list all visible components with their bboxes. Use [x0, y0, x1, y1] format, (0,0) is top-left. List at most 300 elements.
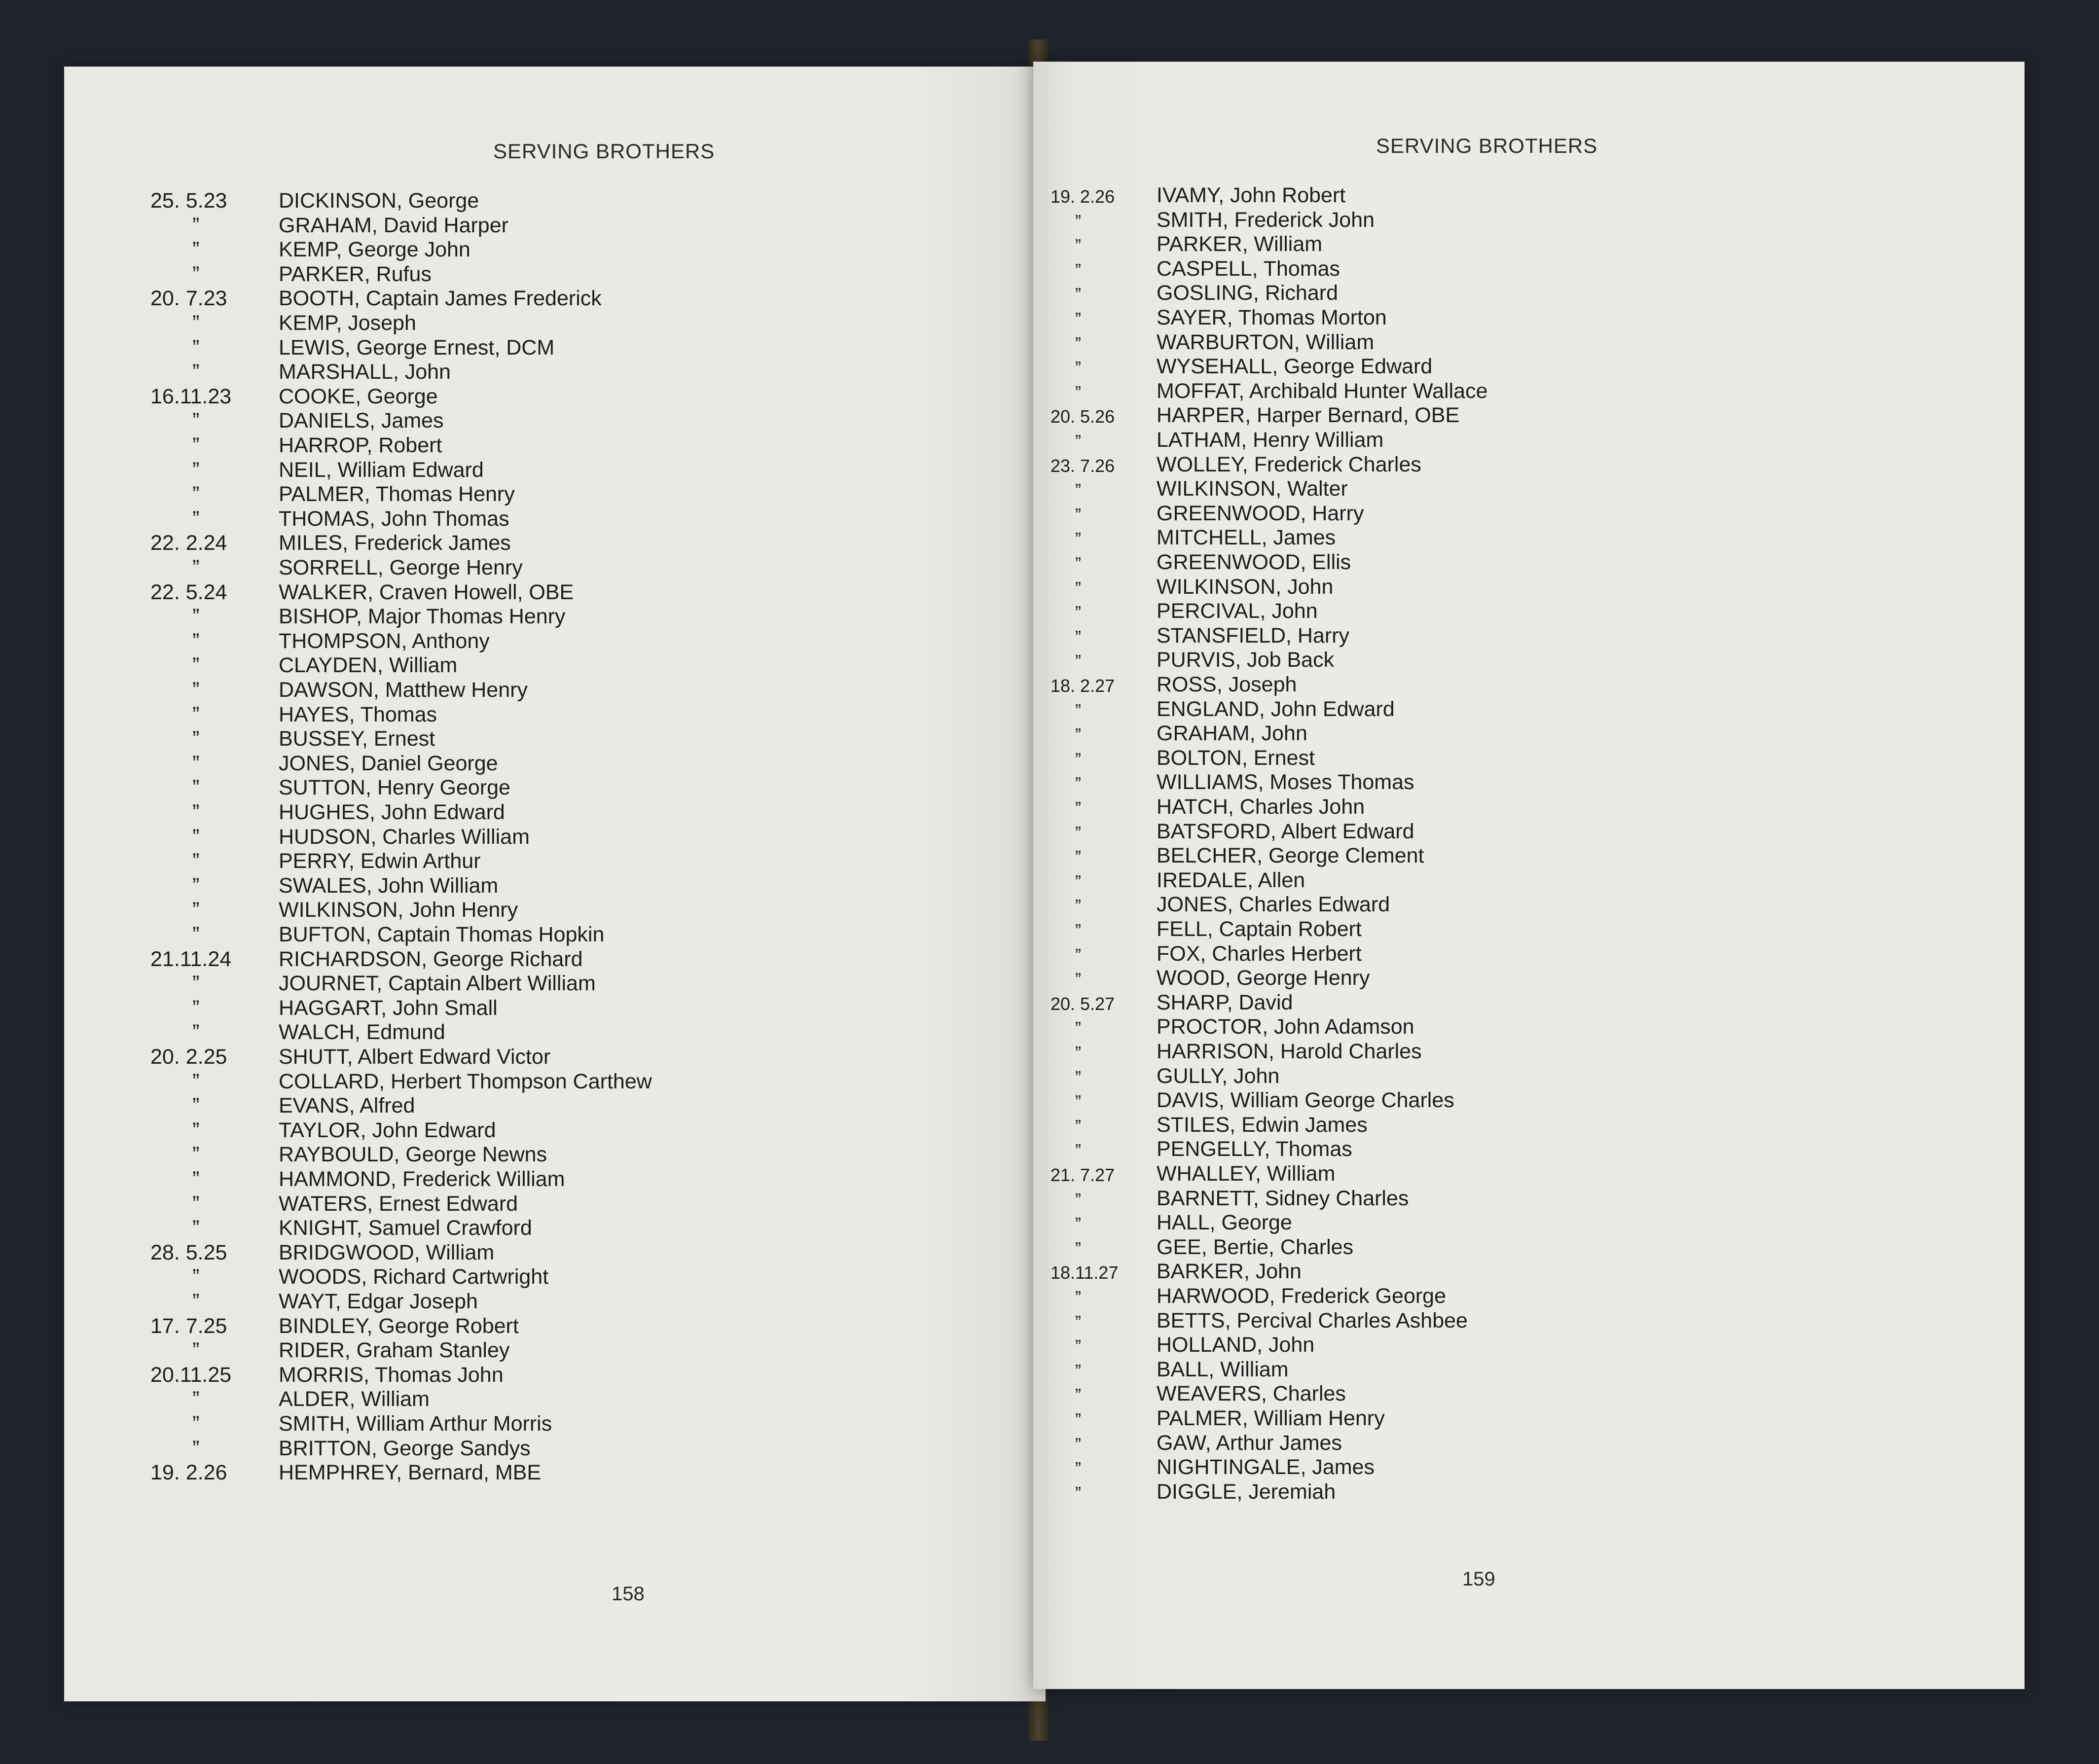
- entry-name: WARBURTON, William: [1157, 330, 1375, 354]
- entry-date: ”: [1075, 529, 1081, 549]
- entry-name: KEMP, George John: [279, 238, 470, 262]
- entry-date: ”: [192, 360, 200, 384]
- entry-date: ”: [1075, 1287, 1081, 1307]
- entry-date: 18.11.27: [1050, 1262, 1119, 1283]
- entry-row: [1050, 770, 1840, 795]
- entry-date: ”: [192, 873, 200, 898]
- entry-row: [150, 727, 940, 752]
- entry-name: GAW, Arthur James: [1157, 1431, 1342, 1455]
- entry-name: PERRY, Edwin Arthur: [279, 849, 481, 873]
- entry-row: [1050, 1260, 1840, 1284]
- entry-date: ”: [192, 1118, 200, 1142]
- entry-name: PARKER, William: [1157, 232, 1323, 256]
- entry-date: ”: [192, 213, 200, 237]
- entry-date: ”: [1075, 700, 1081, 720]
- entry-row: [1050, 673, 1840, 697]
- entry-name: SORRELL, George Henry: [279, 556, 523, 579]
- entry-date: 17. 7.25: [150, 1314, 227, 1338]
- entry-row: [1050, 502, 1840, 526]
- entry-row: [150, 262, 940, 287]
- entry-name: DIGGLE, Jeremiah: [1157, 1479, 1336, 1504]
- entry-row: [1050, 648, 1840, 673]
- entry-date: ”: [192, 433, 200, 457]
- entry-name: ROSS, Joseph: [1157, 673, 1297, 696]
- entry-row: [1050, 403, 1840, 428]
- entry-name: WAYT, Edgar Joseph: [279, 1290, 478, 1313]
- entry-name: WILKINSON, John Henry: [279, 898, 518, 922]
- right-page-number: 159: [1462, 1568, 1495, 1590]
- entry-name: HEMPHREY, Bernard, MBE: [279, 1461, 542, 1485]
- entry-date: ”: [1075, 724, 1081, 745]
- entry-row: [150, 703, 940, 727]
- entry-row: [1050, 917, 1840, 942]
- entry-row: [1050, 379, 1840, 404]
- entry-name: WATERS, Ernest Edward: [279, 1191, 518, 1216]
- entry-date: ”: [1075, 871, 1081, 892]
- entry-row: [1050, 1113, 1840, 1138]
- entry-date: ”: [192, 1143, 200, 1167]
- entry-row: [1050, 575, 1840, 600]
- entry-row: [1050, 1235, 1840, 1260]
- entry-row: [150, 1338, 940, 1363]
- entry-name: WALKER, Craven Howell, OBE: [279, 580, 574, 604]
- entry-name: PALMER, William Henry: [1157, 1406, 1385, 1430]
- entry-date: ”: [192, 629, 200, 653]
- entry-date: ”: [192, 238, 200, 262]
- entry-row: [1050, 428, 1840, 453]
- entry-row: [1050, 991, 1840, 1015]
- entry-name: HOLLAND, John: [1157, 1333, 1315, 1357]
- entry-name: BRITTON, George Sandys: [279, 1436, 531, 1460]
- entry-name: BOOTH, Captain James Frederick: [279, 287, 602, 311]
- entry-date: ”: [1075, 1091, 1081, 1112]
- entry-name: WILKINSON, Walter: [1157, 477, 1348, 501]
- entry-name: EVANS, Alfred: [279, 1094, 415, 1118]
- entry-row: [1050, 697, 1840, 722]
- entry-name: WALCH, Edmund: [279, 1020, 445, 1044]
- entry-date: ”: [1075, 626, 1081, 647]
- entry-name: FELL, Captain Robert: [1157, 917, 1362, 941]
- entry-name: DICKINSON, George: [279, 189, 479, 213]
- entry-row: [1050, 942, 1840, 967]
- entry-date: ”: [1075, 431, 1081, 451]
- entry-row: [150, 874, 940, 899]
- entry-row: [1050, 257, 1840, 282]
- entry-date: ”: [192, 482, 200, 506]
- entry-name: JOURNET, Captain Albert William: [279, 972, 596, 996]
- entry-date: ”: [192, 898, 200, 922]
- entry-row: [1050, 746, 1840, 771]
- entry-row: [1050, 1187, 1840, 1211]
- entry-row: [150, 629, 940, 654]
- entry-date: 20.11.25: [150, 1363, 232, 1387]
- entry-name: BATSFORD, Albert Edward: [1157, 819, 1414, 843]
- entry-date: ”: [192, 825, 200, 849]
- entry-row: [1050, 208, 1840, 233]
- entry-row: [150, 580, 940, 605]
- entry-date: ”: [1075, 333, 1081, 354]
- entry-row: [150, 507, 940, 532]
- entry-name: SMITH, William Arthur Morris: [279, 1412, 552, 1436]
- entry-date: ”: [1075, 1385, 1081, 1405]
- entry-row: [1050, 820, 1840, 844]
- entry-date: ”: [192, 1020, 200, 1044]
- entry-row: [1050, 1162, 1840, 1187]
- left-page-title: SERVING BROTHERS: [493, 140, 715, 163]
- entry-date: ”: [192, 800, 200, 824]
- entry-name: BRIDGWOOD, William: [279, 1240, 495, 1264]
- entry-date: ”: [1075, 651, 1081, 672]
- entry-date: ”: [192, 653, 200, 678]
- entry-row: [1050, 477, 1840, 502]
- entry-name: WEAVERS, Charles: [1157, 1382, 1346, 1406]
- entry-date: ”: [1075, 1360, 1081, 1381]
- entry-row: [150, 605, 940, 629]
- entry-row: [1050, 721, 1840, 746]
- entry-date: ”: [1075, 969, 1081, 990]
- entry-name: PALMER, Thomas Henry: [279, 482, 515, 506]
- entry-date: ”: [1075, 1043, 1081, 1063]
- entry-name: KNIGHT, Samuel Crawford: [279, 1216, 532, 1240]
- entry-row: [150, 653, 940, 678]
- entry-date: ”: [1075, 1238, 1081, 1259]
- entry-name: GRAHAM, David Harper: [279, 213, 508, 237]
- entry-name: GREENWOOD, Ellis: [1157, 550, 1351, 574]
- entry-date: 16.11.23: [150, 384, 232, 408]
- entry-row: [150, 1314, 940, 1339]
- entry-date: ”: [192, 506, 200, 531]
- entry-row: [1050, 1015, 1840, 1040]
- entry-row: [1050, 1040, 1840, 1064]
- entry-name: BARNETT, Sidney Charles: [1157, 1186, 1409, 1210]
- entry-row: [150, 360, 940, 385]
- entry-row: [1050, 1284, 1840, 1309]
- entry-name: GREENWOOD, Harry: [1157, 501, 1364, 525]
- entry-name: STILES, Edwin James: [1157, 1113, 1368, 1137]
- entry-row: [1050, 355, 1840, 379]
- entry-row: [1050, 1480, 1840, 1505]
- entry-date: ”: [192, 751, 200, 775]
- entry-name: HAGGART, John Small: [279, 996, 498, 1020]
- entry-name: MARSHALL, John: [279, 360, 451, 384]
- entry-date: ”: [1075, 284, 1081, 305]
- entry-date: ”: [192, 1265, 200, 1289]
- entry-date: 22. 5.24: [150, 580, 227, 604]
- entry-row: [150, 1094, 940, 1118]
- entry-row: [150, 825, 940, 850]
- entry-name: RIDER, Graham Stanley: [279, 1338, 510, 1363]
- entry-row: [150, 1363, 940, 1388]
- entry-date: ”: [1075, 553, 1081, 574]
- entry-name: IREDALE, Allen: [1157, 868, 1305, 892]
- entry-date: ”: [192, 996, 200, 1020]
- entry-row: [150, 1167, 940, 1192]
- entry-date: ”: [192, 678, 200, 702]
- entry-date: ”: [1075, 1140, 1081, 1161]
- entry-date: ”: [192, 727, 200, 751]
- entry-date: ”: [1075, 577, 1081, 598]
- entry-date: ”: [192, 702, 200, 726]
- entry-name: BOLTON, Ernest: [1157, 746, 1315, 770]
- entry-name: HATCH, Charles John: [1157, 795, 1365, 819]
- entry-date: ”: [1075, 1189, 1081, 1210]
- entry-date: ”: [1075, 211, 1081, 231]
- entry-name: PENGELLY, Thomas: [1157, 1137, 1352, 1161]
- entry-date: ”: [192, 1191, 200, 1216]
- entry-date: ”: [1075, 602, 1081, 623]
- entry-name: WOLLEY, Frederick Charles: [1157, 452, 1421, 476]
- entry-row: [1050, 844, 1840, 868]
- entry-name: STANSFIELD, Harry: [1157, 623, 1350, 648]
- entry-row: [150, 189, 940, 214]
- entry-row: [150, 1241, 940, 1265]
- entry-date: ”: [1075, 358, 1081, 378]
- entry-name: WILLIAMS, Moses Thomas: [1157, 770, 1414, 794]
- entry-name: GULLY, John: [1157, 1064, 1280, 1088]
- entry-date: ”: [1075, 1482, 1081, 1503]
- entry-date: ”: [192, 1387, 200, 1411]
- entry-date: ”: [1075, 920, 1081, 940]
- entry-date: ”: [192, 1167, 200, 1191]
- entry-date: ”: [192, 776, 200, 800]
- entry-date: ”: [1075, 1018, 1081, 1039]
- entry-name: BUSSEY, Ernest: [279, 727, 435, 751]
- entry-date: ”: [1075, 235, 1081, 256]
- entry-row: [150, 1045, 940, 1070]
- entry-row: [1050, 281, 1840, 306]
- left-page-number: 158: [612, 1583, 645, 1605]
- entry-name: BELCHER, George Clement: [1157, 844, 1424, 868]
- entry-date: 25. 5.23: [150, 189, 227, 213]
- entry-row: [150, 1387, 940, 1412]
- entry-row: [150, 1412, 940, 1437]
- entry-date: ”: [192, 409, 200, 433]
- entry-date: ”: [1075, 1116, 1081, 1136]
- entry-name: WOOD, George Henry: [1157, 966, 1370, 990]
- entry-date: ”: [1075, 773, 1081, 794]
- entry-row: [1050, 1382, 1840, 1406]
- entry-name: KEMP, Joseph: [279, 311, 416, 335]
- entry-name: BINDLEY, George Robert: [279, 1314, 519, 1338]
- entry-name: LEWIS, George Ernest, DCM: [279, 335, 555, 360]
- entry-row: [1050, 550, 1840, 575]
- entry-date: 20. 5.27: [1050, 993, 1115, 1014]
- entry-name: RAYBOULD, George Newns: [279, 1143, 547, 1167]
- entry-date: 19. 2.26: [150, 1461, 227, 1485]
- entry-row: [150, 482, 940, 507]
- entry-date: 19. 2.26: [1050, 186, 1115, 207]
- entry-name: SMITH, Frederick John: [1157, 208, 1375, 232]
- entry-name: RICHARDSON, George Richard: [279, 947, 583, 971]
- entry-date: ”: [1075, 944, 1081, 965]
- entry-name: DANIELS, James: [279, 409, 444, 433]
- entry-name: HALL, George: [1157, 1211, 1292, 1235]
- entry-row: [150, 849, 940, 874]
- entry-name: DAWSON, Matthew Henry: [279, 678, 528, 702]
- entry-row: [150, 287, 940, 311]
- entry-date: ”: [192, 262, 200, 286]
- entry-row: [150, 1118, 940, 1143]
- entry-row: [150, 1216, 940, 1241]
- entry-name: BUFTON, Captain Thomas Hopkin: [279, 923, 605, 946]
- entry-date: ”: [1075, 382, 1081, 402]
- entry-name: GRAHAM, John: [1157, 721, 1307, 746]
- entry-name: JONES, Charles Edward: [1157, 893, 1390, 917]
- entry-date: ”: [1075, 1311, 1081, 1332]
- entry-name: HUGHES, John Edward: [279, 800, 505, 824]
- entry-name: HARWOOD, Frederick George: [1157, 1284, 1447, 1308]
- entry-name: PURVIS, Job Back: [1157, 648, 1335, 672]
- entry-date: ”: [192, 335, 200, 360]
- entry-row: [150, 800, 940, 825]
- entry-date: ”: [192, 1094, 200, 1118]
- entry-name: CASPELL, Thomas: [1157, 256, 1340, 281]
- entry-row: [150, 556, 940, 580]
- entry-date: ”: [1075, 1434, 1081, 1454]
- entry-date: 21. 7.27: [1050, 1165, 1115, 1185]
- entry-name: COOKE, George: [279, 384, 438, 408]
- entry-name: WILKINSON, John: [1157, 575, 1334, 599]
- entry-date: ”: [192, 972, 200, 996]
- entry-name: THOMPSON, Anthony: [279, 629, 490, 653]
- entry-row: [150, 1290, 940, 1314]
- entry-row: [150, 996, 940, 1021]
- entry-row: [150, 385, 940, 409]
- entry-row: [1050, 453, 1840, 477]
- entry-row: [1050, 306, 1840, 330]
- entry-date: 18. 2.27: [1050, 676, 1115, 696]
- entry-date: ”: [192, 849, 200, 873]
- entry-date: 23. 7.26: [1050, 455, 1115, 476]
- entry-row: [150, 336, 940, 360]
- entry-row: [1050, 232, 1840, 257]
- entry-name: SAYER, Thomas Morton: [1157, 306, 1387, 329]
- entry-name: SHUTT, Albert Edward Victor: [279, 1045, 551, 1069]
- entry-row: [150, 1461, 940, 1485]
- entry-row: [1050, 183, 1840, 208]
- entry-row: [1050, 893, 1840, 917]
- entry-row: [1050, 1088, 1840, 1113]
- entry-date: ”: [192, 458, 200, 482]
- entry-row: [1050, 1333, 1840, 1358]
- entry-row: [150, 776, 940, 800]
- entry-date: 28. 5.25: [150, 1240, 227, 1264]
- entry-row: [150, 1437, 940, 1461]
- entry-row: [150, 409, 940, 433]
- entry-name: THOMAS, John Thomas: [279, 506, 509, 531]
- entry-date: ”: [192, 1216, 200, 1240]
- entry-name: WHALLEY, William: [1157, 1162, 1336, 1186]
- entry-name: HARRISON, Harold Charles: [1157, 1040, 1422, 1063]
- entry-date: ”: [1075, 1067, 1081, 1087]
- entry-row: [1050, 330, 1840, 355]
- entry-row: [1050, 1137, 1840, 1162]
- entry-date: ”: [1075, 480, 1081, 501]
- entry-date: ”: [192, 1436, 200, 1460]
- entry-date: ”: [192, 1290, 200, 1313]
- entry-name: ENGLAND, John Edward: [1157, 697, 1395, 721]
- entry-row: [1050, 1406, 1840, 1431]
- entry-row: [150, 1265, 940, 1290]
- entry-name: HUDSON, Charles William: [279, 825, 530, 849]
- entry-row: [1050, 868, 1840, 893]
- entry-name: SWALES, John William: [279, 873, 499, 898]
- entry-row: [150, 1143, 940, 1167]
- entry-date: 20. 5.26: [1050, 406, 1115, 427]
- entry-date: ”: [1075, 1214, 1081, 1234]
- entry-date: ”: [1075, 259, 1081, 280]
- entry-row: [1050, 966, 1840, 991]
- entry-row: [150, 238, 940, 262]
- entry-row: [1050, 1358, 1840, 1382]
- entry-name: TAYLOR, John Edward: [279, 1118, 496, 1142]
- entry-row: [150, 752, 940, 776]
- entry-row: [1050, 1309, 1840, 1333]
- entry-name: DAVIS, William George Charles: [1157, 1088, 1454, 1113]
- entry-date: ”: [192, 923, 200, 946]
- entry-name: PARKER, Rufus: [279, 262, 432, 286]
- entry-row: [1050, 1455, 1840, 1480]
- entry-name: WYSEHALL, George Edward: [1157, 355, 1433, 379]
- entry-date: ”: [1075, 798, 1081, 818]
- entry-row: [150, 1020, 940, 1045]
- entry-name: BALL, William: [1157, 1357, 1289, 1381]
- entry-name: BISHOP, Major Thomas Henry: [279, 605, 566, 629]
- entry-date: ”: [1075, 1458, 1081, 1479]
- entry-date: ”: [192, 1069, 200, 1093]
- entry-name: LATHAM, Henry William: [1157, 428, 1384, 452]
- entry-row: [1050, 795, 1840, 820]
- entry-date: ”: [1075, 847, 1081, 867]
- entry-name: NEIL, William Edward: [279, 458, 484, 482]
- entry-date: ”: [1075, 1409, 1081, 1430]
- entry-row: [150, 458, 940, 483]
- entry-name: MILES, Frederick James: [279, 531, 511, 555]
- entry-row: [150, 947, 940, 972]
- entry-date: ”: [1075, 822, 1081, 843]
- entry-date: ”: [192, 1412, 200, 1436]
- entry-row: [150, 972, 940, 996]
- entry-date: 22. 2.24: [150, 531, 227, 555]
- entry-name: ALDER, William: [279, 1387, 430, 1411]
- entry-date: ”: [1075, 504, 1081, 525]
- entry-row: [1050, 624, 1840, 648]
- entry-name: BARKER, John: [1157, 1260, 1302, 1284]
- entry-row: [150, 678, 940, 703]
- entry-row: [150, 531, 940, 556]
- entry-row: [150, 1070, 940, 1094]
- entry-date: 21.11.24: [150, 947, 232, 971]
- entry-date: ”: [1075, 896, 1081, 916]
- entry-name: NIGHTINGALE, James: [1157, 1455, 1375, 1479]
- entry-name: BETTS, Percival Charles Ashbee: [1157, 1308, 1468, 1332]
- entry-date: ”: [1075, 749, 1081, 769]
- entry-date: ”: [1075, 309, 1081, 329]
- entry-name: HARROP, Robert: [279, 433, 442, 457]
- entry-name: MORRIS, Thomas John: [279, 1363, 504, 1387]
- entry-name: JONES, Daniel George: [279, 751, 498, 775]
- entry-date: ”: [192, 1338, 200, 1363]
- right-page-title: SERVING BROTHERS: [1376, 134, 1598, 157]
- entry-name: HAMMOND, Frederick William: [279, 1167, 565, 1191]
- entry-name: HAYES, Thomas: [279, 702, 437, 726]
- entry-name: WOODS, Richard Cartwright: [279, 1265, 549, 1289]
- entry-date: ”: [192, 556, 200, 579]
- entry-name: SHARP, David: [1157, 990, 1293, 1014]
- entry-row: [150, 1192, 940, 1217]
- entry-name: PERCIVAL, John: [1157, 599, 1318, 623]
- entry-row: [1050, 1211, 1840, 1235]
